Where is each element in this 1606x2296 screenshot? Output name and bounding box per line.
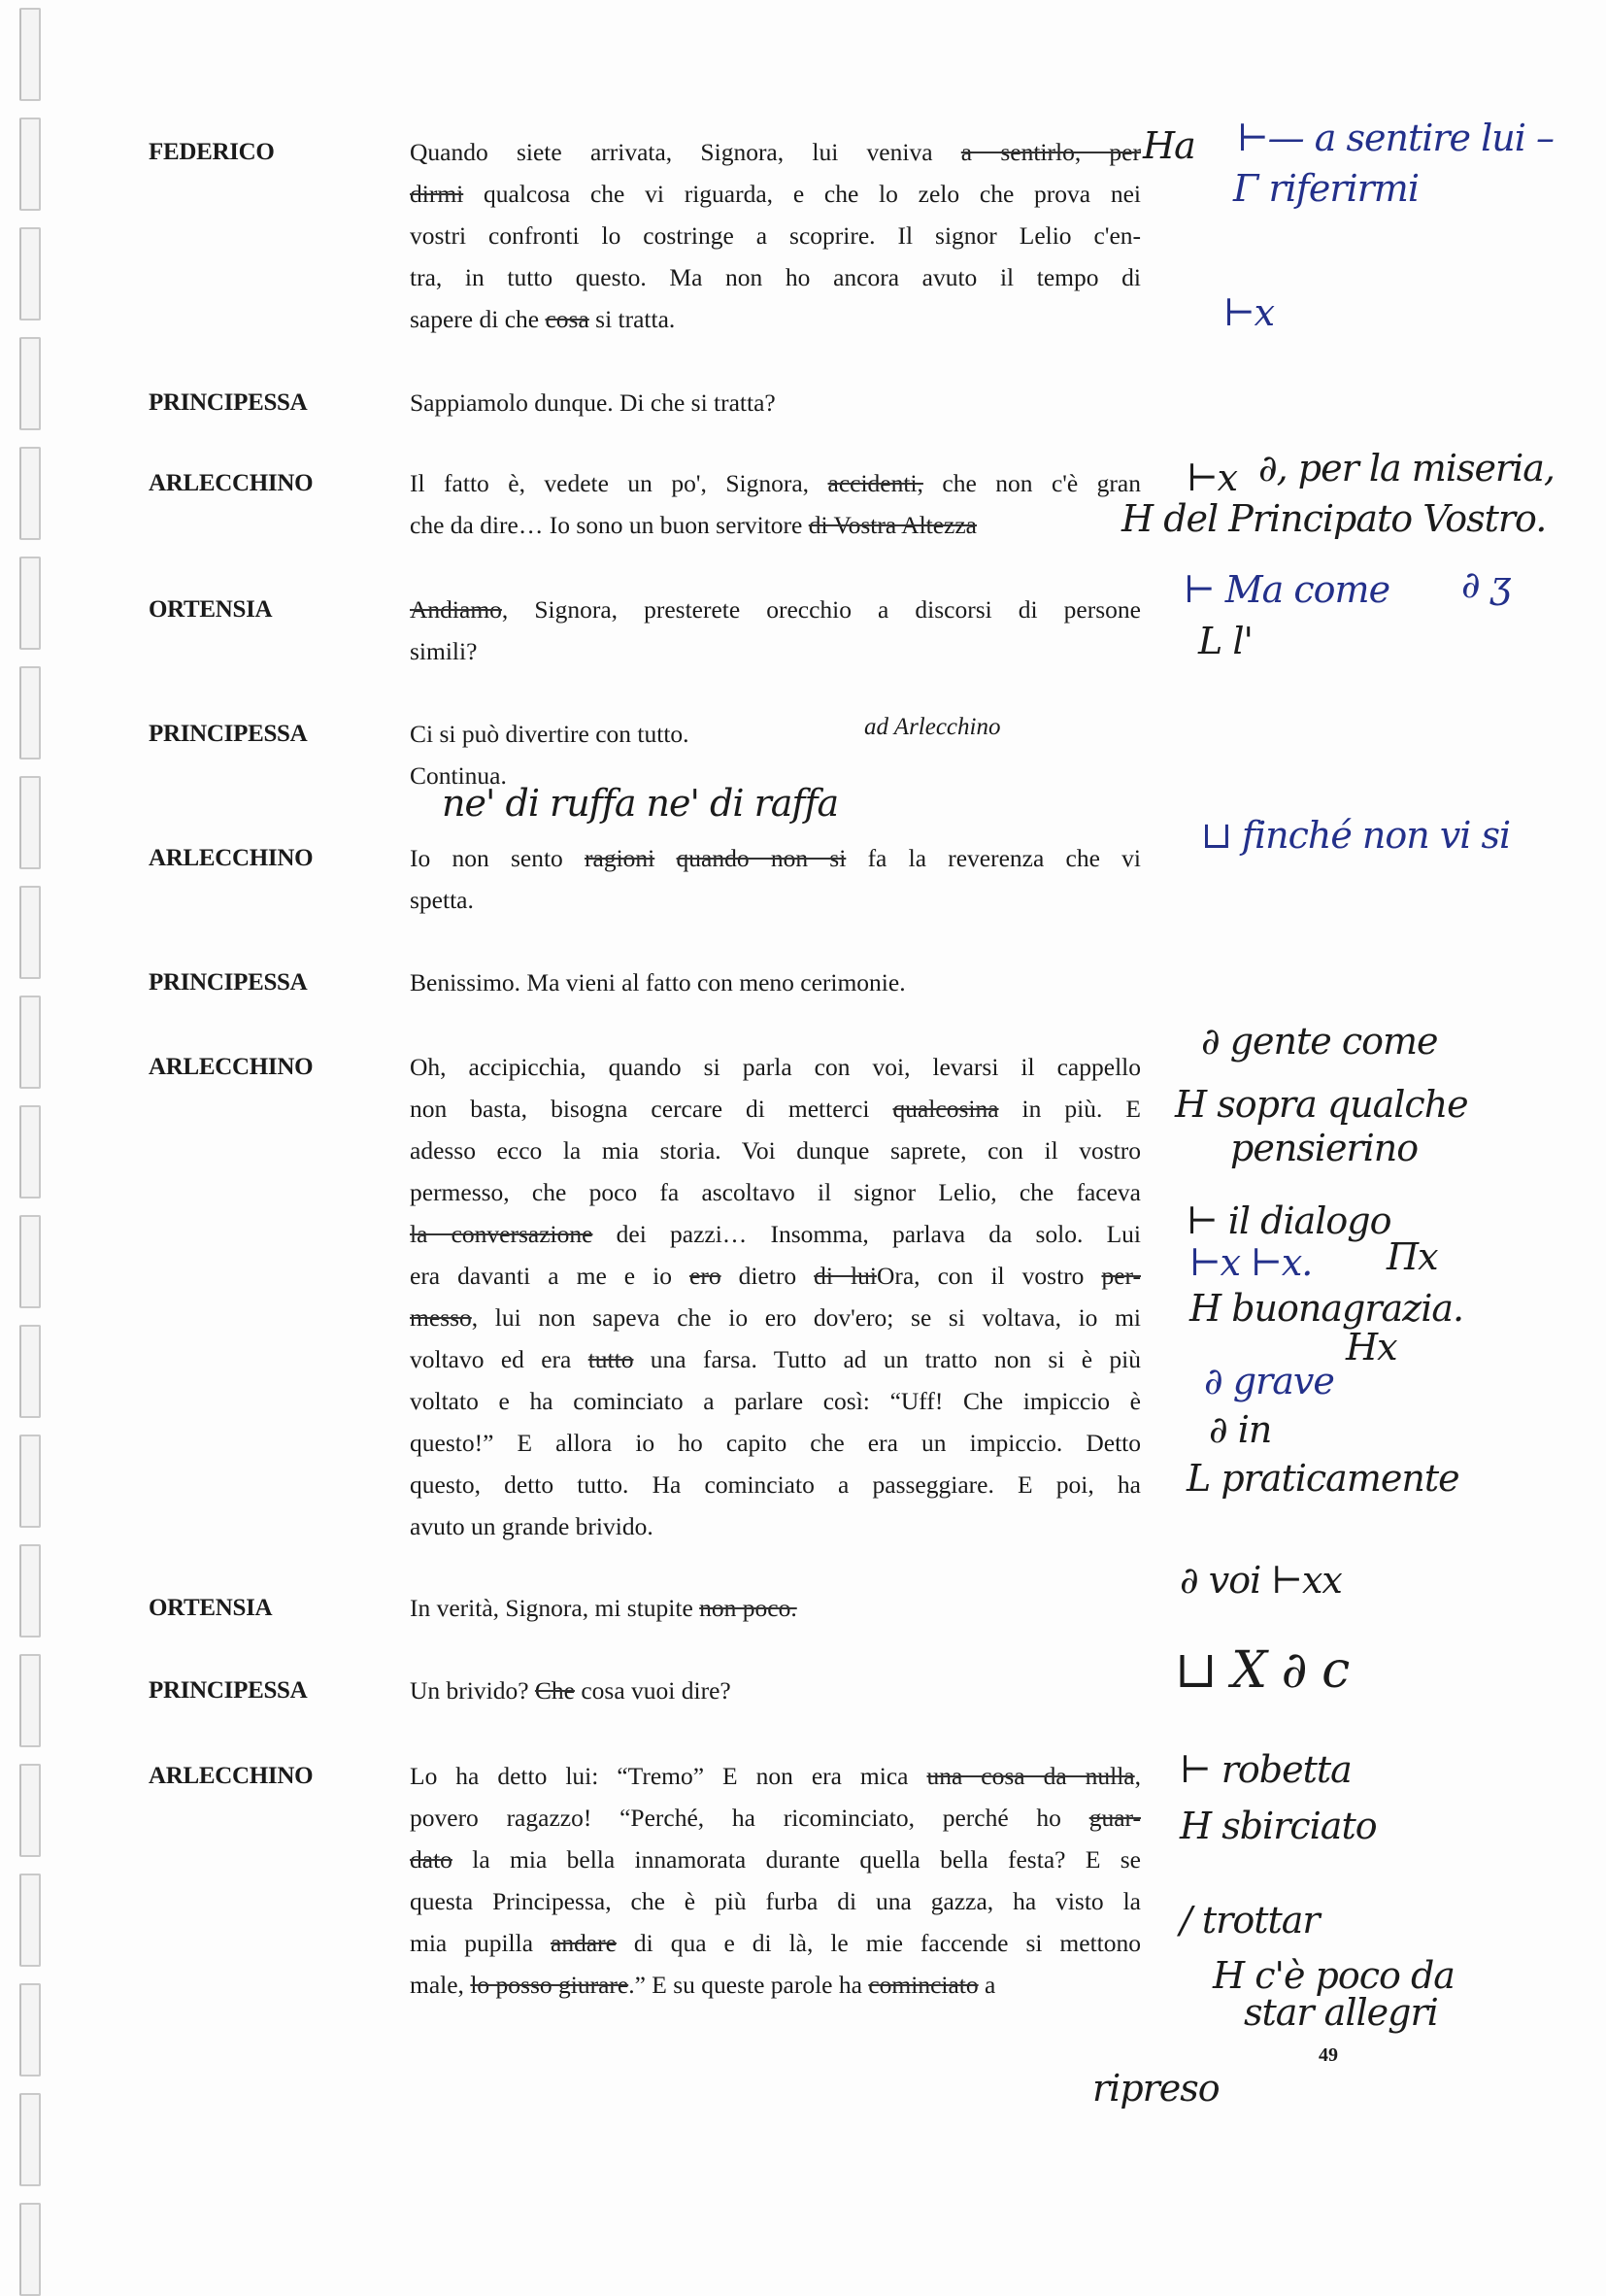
- text-line: [410, 589, 1141, 630]
- text-line: [410, 462, 1141, 504]
- text-line: [410, 879, 1141, 921]
- handwritten-note: ne' di ruffa ne' di raffa: [442, 782, 839, 825]
- text-line: [410, 1255, 1141, 1297]
- text-line: [410, 1964, 1141, 2006]
- struck-text: messo: [410, 1303, 472, 1332]
- handwritten-note: L praticamente: [1187, 1457, 1459, 1500]
- binder-hole: [19, 118, 41, 211]
- binder-hole: [19, 776, 41, 869]
- binder-hole: [19, 2093, 41, 2186]
- binder-hole: [19, 1215, 41, 1308]
- text-segment: dietro: [720, 1262, 815, 1290]
- binder-hole: [19, 1764, 41, 1857]
- text-segment: la mia bella innamorata durante quella bella festa? E se: [452, 1845, 1141, 1874]
- text-segment: [654, 844, 676, 872]
- handwritten-note: ⊢x ⊢x.: [1189, 1241, 1313, 1284]
- text-segment: , lui non sapeva che io ero dov'ero; se si voltava, io mi: [471, 1303, 1141, 1332]
- text-line: [410, 1171, 1141, 1213]
- speech-text: [410, 589, 1141, 672]
- binder-hole: [19, 337, 41, 430]
- text-segment: Lo ha detto lui: “Tremo” E non era mica: [410, 1762, 927, 1790]
- struck-text: per-: [1101, 1262, 1141, 1290]
- text-line: [410, 1130, 1141, 1171]
- speaker-name: PRINCIPESSA: [149, 1677, 308, 1704]
- handwritten-note: ∂ grave: [1204, 1360, 1334, 1402]
- text-segment: Io non sento: [410, 844, 586, 872]
- handwritten-note: H sopra qualche: [1175, 1083, 1468, 1126]
- text-line: [410, 215, 1141, 256]
- struck-text: ero: [689, 1262, 721, 1290]
- binder-hole: [19, 1325, 41, 1418]
- binder-hole: [19, 8, 41, 101]
- binder-hole: [19, 666, 41, 760]
- text-segment: mia pupilla: [410, 1929, 551, 1957]
- speaker-name: PRINCIPESSA: [149, 969, 308, 996]
- text-segment: povero ragazzo! “Perché, ha ricominciato, perché ho: [410, 1804, 1089, 1832]
- text-segment: che da dire… Io sono un buon servitore: [410, 511, 809, 539]
- handwritten-note: star allegri: [1244, 1991, 1438, 2034]
- text-segment: Ci si può divertire con tutto.: [410, 720, 689, 748]
- struck-text: guar-: [1088, 1804, 1141, 1832]
- binder-hole: [19, 1435, 41, 1528]
- handwritten-note: / trottar: [1180, 1899, 1320, 1941]
- handwritten-note: ripreso: [1092, 2067, 1220, 2110]
- text-line: [410, 1464, 1141, 1505]
- text-segment: tra, in tutto questo. Ma non ho ancora avuto il tempo di: [410, 263, 1141, 291]
- text-segment: sapere di che: [410, 305, 546, 333]
- text-line: [410, 1839, 1141, 1880]
- binder-hole: [19, 2203, 41, 2296]
- struck-text: tutto: [587, 1345, 634, 1373]
- text-segment: male,: [410, 1971, 471, 1999]
- speaker-name: PRINCIPESSA: [149, 721, 308, 747]
- handwritten-note: H buonagrazia.: [1189, 1287, 1464, 1330]
- handwritten-note: ∂ in: [1209, 1408, 1272, 1451]
- speaker-name: ARLECCHINO: [149, 1763, 314, 1789]
- struck-text: la conversazione: [410, 1220, 593, 1248]
- page-number: 49: [1319, 2044, 1338, 2066]
- text-line: [410, 713, 1141, 755]
- struck-text: una cosa da nulla: [926, 1762, 1135, 1790]
- handwritten-note: ∂ gente come: [1201, 1020, 1438, 1063]
- handwritten-note: ⊢ Ma come: [1184, 568, 1390, 611]
- handwritten-note: ⊢x: [1223, 291, 1275, 334]
- handwritten-note: ⊢— a sentire lui –: [1237, 117, 1554, 159]
- handwritten-note: ⊔ X ∂ c: [1175, 1641, 1350, 1700]
- text-line: [410, 504, 1141, 546]
- text-segment: Sappiamolo dunque. Di che si tratta?: [410, 388, 776, 417]
- speech-text: [410, 1755, 1141, 2006]
- text-line: [410, 173, 1141, 215]
- text-line: [410, 1297, 1141, 1338]
- text-segment: ,: [1134, 1762, 1141, 1790]
- binder-hole: [19, 1983, 41, 2077]
- handwritten-note: ⊢ robetta: [1180, 1748, 1352, 1791]
- struck-text: Andiamo: [410, 595, 502, 624]
- speech-text: [410, 837, 1141, 921]
- text-line: [410, 630, 1141, 672]
- struck-text: di lui: [814, 1262, 877, 1290]
- text-segment: in più. E: [998, 1095, 1141, 1123]
- stage-direction: ad Arlecchino: [864, 714, 1001, 740]
- handwritten-note: pensierino: [1230, 1127, 1419, 1169]
- binder-hole: [19, 1544, 41, 1638]
- text-segment: .” E su queste parole ha: [628, 1971, 869, 1999]
- text-line: [410, 1505, 1141, 1547]
- handwritten-note: ∂ voi ⊢xx: [1180, 1559, 1342, 1602]
- speaker-name: ORTENSIA: [149, 596, 273, 623]
- speech-text: [410, 1670, 1141, 1711]
- handwritten-note: Ha: [1143, 124, 1195, 167]
- text-segment: , Signora, presterete orecchio a discorsi di persone: [501, 595, 1141, 624]
- binder-hole: [19, 1654, 41, 1747]
- speech-text: [410, 1587, 1141, 1629]
- text-line: [410, 131, 1141, 173]
- text-segment: In verità, Signora, mi stupite: [410, 1594, 700, 1622]
- speaker-name: FEDERICO: [149, 139, 275, 165]
- speech-text: [410, 962, 1141, 1003]
- text-line: [410, 382, 1141, 423]
- text-segment: fa la reverenza che vi: [846, 844, 1141, 872]
- text-line: [410, 1587, 1141, 1629]
- speech-text: [410, 131, 1141, 340]
- text-segment: di qua e di là, le mie faccende si mettono: [616, 1929, 1141, 1957]
- text-segment: Benissimo. Ma vieni al fatto con meno cerimonie.: [410, 968, 906, 996]
- text-line: [410, 298, 1141, 340]
- text-line: [410, 1880, 1141, 1922]
- handwritten-note: ∂ ʒ: [1461, 563, 1511, 606]
- text-segment: simili?: [410, 637, 478, 665]
- text-line: [410, 1338, 1141, 1380]
- text-line: [410, 1046, 1141, 1088]
- binder-hole: [19, 996, 41, 1089]
- handwritten-note: Πx: [1387, 1235, 1438, 1278]
- binder-hole: [19, 447, 41, 540]
- text-segment: Oh, accipicchia, quando si parla con voi, levarsi il cappello: [410, 1053, 1141, 1081]
- text-segment: Un brivido?: [410, 1676, 535, 1705]
- text-line: [410, 1380, 1141, 1422]
- text-line: [410, 962, 1141, 1003]
- binder-hole: [19, 886, 41, 979]
- text-line: [410, 1670, 1141, 1711]
- speaker-name: ORTENSIA: [149, 1595, 273, 1621]
- handwritten-note: H del Principato Vostro.: [1121, 497, 1547, 540]
- handwritten-note: ⊢x: [1187, 456, 1238, 499]
- text-segment: non basta, bisogna cercare di metterci: [410, 1095, 893, 1123]
- text-segment: questo!” E allora io ho capito che era un impiccio. Detto: [410, 1429, 1141, 1457]
- binder-hole: [19, 227, 41, 321]
- text-segment: una farsa. Tutto ad un tratto non si è più: [633, 1345, 1141, 1373]
- binder-hole: [19, 1105, 41, 1199]
- text-line: [410, 1088, 1141, 1130]
- text-segment: Ora, con il vostro: [876, 1262, 1102, 1290]
- struck-text: Che: [534, 1676, 575, 1705]
- struck-text: andare: [551, 1929, 617, 1957]
- handwritten-note: L l': [1198, 620, 1253, 662]
- binder-hole: [19, 557, 41, 650]
- struck-text: accidenti,: [827, 469, 923, 497]
- text-segment: questo, detto tutto. Ha cominciato a passeggiare. E poi, ha: [410, 1470, 1141, 1499]
- text-segment: voltavo ed era: [410, 1345, 588, 1373]
- text-segment: adesso ecco la mia storia. Voi dunque saprete, con il vostro: [410, 1136, 1141, 1165]
- struck-text: quando non si: [676, 844, 847, 872]
- text-segment: si tratta.: [588, 305, 676, 333]
- struck-text: dato: [410, 1845, 452, 1874]
- binder-hole: [19, 1874, 41, 1967]
- text-line: [410, 1797, 1141, 1839]
- struck-text: dirmi: [410, 180, 464, 208]
- struck-text: lo posso giurare: [470, 1971, 629, 1999]
- text-line: [410, 256, 1141, 298]
- speech-text: [410, 462, 1141, 546]
- speaker-name: ARLECCHINO: [149, 845, 314, 871]
- text-line: [410, 837, 1141, 879]
- text-line: [410, 1422, 1141, 1464]
- text-segment: a: [978, 1971, 996, 1999]
- text-segment: che non c'è gran: [922, 469, 1141, 497]
- text-segment: permesso, che poco fa ascoltavo il signor Lelio, che faceva: [410, 1178, 1141, 1206]
- text-line: [410, 1213, 1141, 1255]
- text-line: [410, 1755, 1141, 1797]
- speaker-name: ARLECCHINO: [149, 470, 314, 496]
- handwritten-note: ⊢ il dialogo: [1187, 1199, 1391, 1242]
- text-segment: era davanti a me e io: [410, 1262, 690, 1290]
- struck-text: non poco.: [699, 1594, 797, 1622]
- speaker-name: PRINCIPESSA: [149, 389, 308, 416]
- speech-text: [410, 382, 1141, 423]
- struck-text: ragioni: [585, 844, 655, 872]
- text-segment: dei pazzi… Insomma, parlava da solo. Lui: [592, 1220, 1141, 1248]
- text-line: [410, 1922, 1141, 1964]
- text-segment: spetta.: [410, 886, 474, 914]
- struck-text: cominciato: [868, 1971, 979, 1999]
- text-segment: Continua.: [410, 761, 507, 790]
- speaker-name: ARLECCHINO: [149, 1054, 314, 1080]
- struck-text: a sentirlo, per: [960, 138, 1141, 166]
- handwritten-note: H sbirciato: [1180, 1805, 1377, 1847]
- text-segment: Quando siete arrivata, Signora, lui veniva: [410, 138, 961, 166]
- handwritten-note: ⊔ finché non vi si: [1201, 814, 1511, 857]
- struck-text: qualcosina: [892, 1095, 999, 1123]
- text-segment: qualcosa che vi riguarda, e che lo zelo che prova nei: [463, 180, 1141, 208]
- speech-text: [410, 1046, 1141, 1547]
- text-segment: avuto un grande brivido.: [410, 1512, 653, 1540]
- handwritten-note: Γ riferirmi: [1233, 167, 1419, 210]
- text-segment: questa Principessa, che è più furba di una gazza, ha visto la: [410, 1887, 1141, 1915]
- handwritten-note: ∂, per la miseria,: [1258, 447, 1555, 490]
- text-segment: Il fatto è, vedete un po', Signora,: [410, 469, 828, 497]
- handwritten-note: H c'è poco da: [1213, 1954, 1455, 1997]
- text-segment: cosa vuoi dire?: [574, 1676, 731, 1705]
- handwritten-note: Hx: [1346, 1326, 1397, 1368]
- struck-text: cosa: [545, 305, 589, 333]
- text-segment: vostri confronti lo costringe a scoprire. Il signor Lelio c'en-: [410, 221, 1141, 250]
- text-segment: voltato e ha cominciato a parlare così: “Uff! Che impiccio è: [410, 1387, 1141, 1415]
- struck-text: di Vostra Altezza: [808, 511, 978, 539]
